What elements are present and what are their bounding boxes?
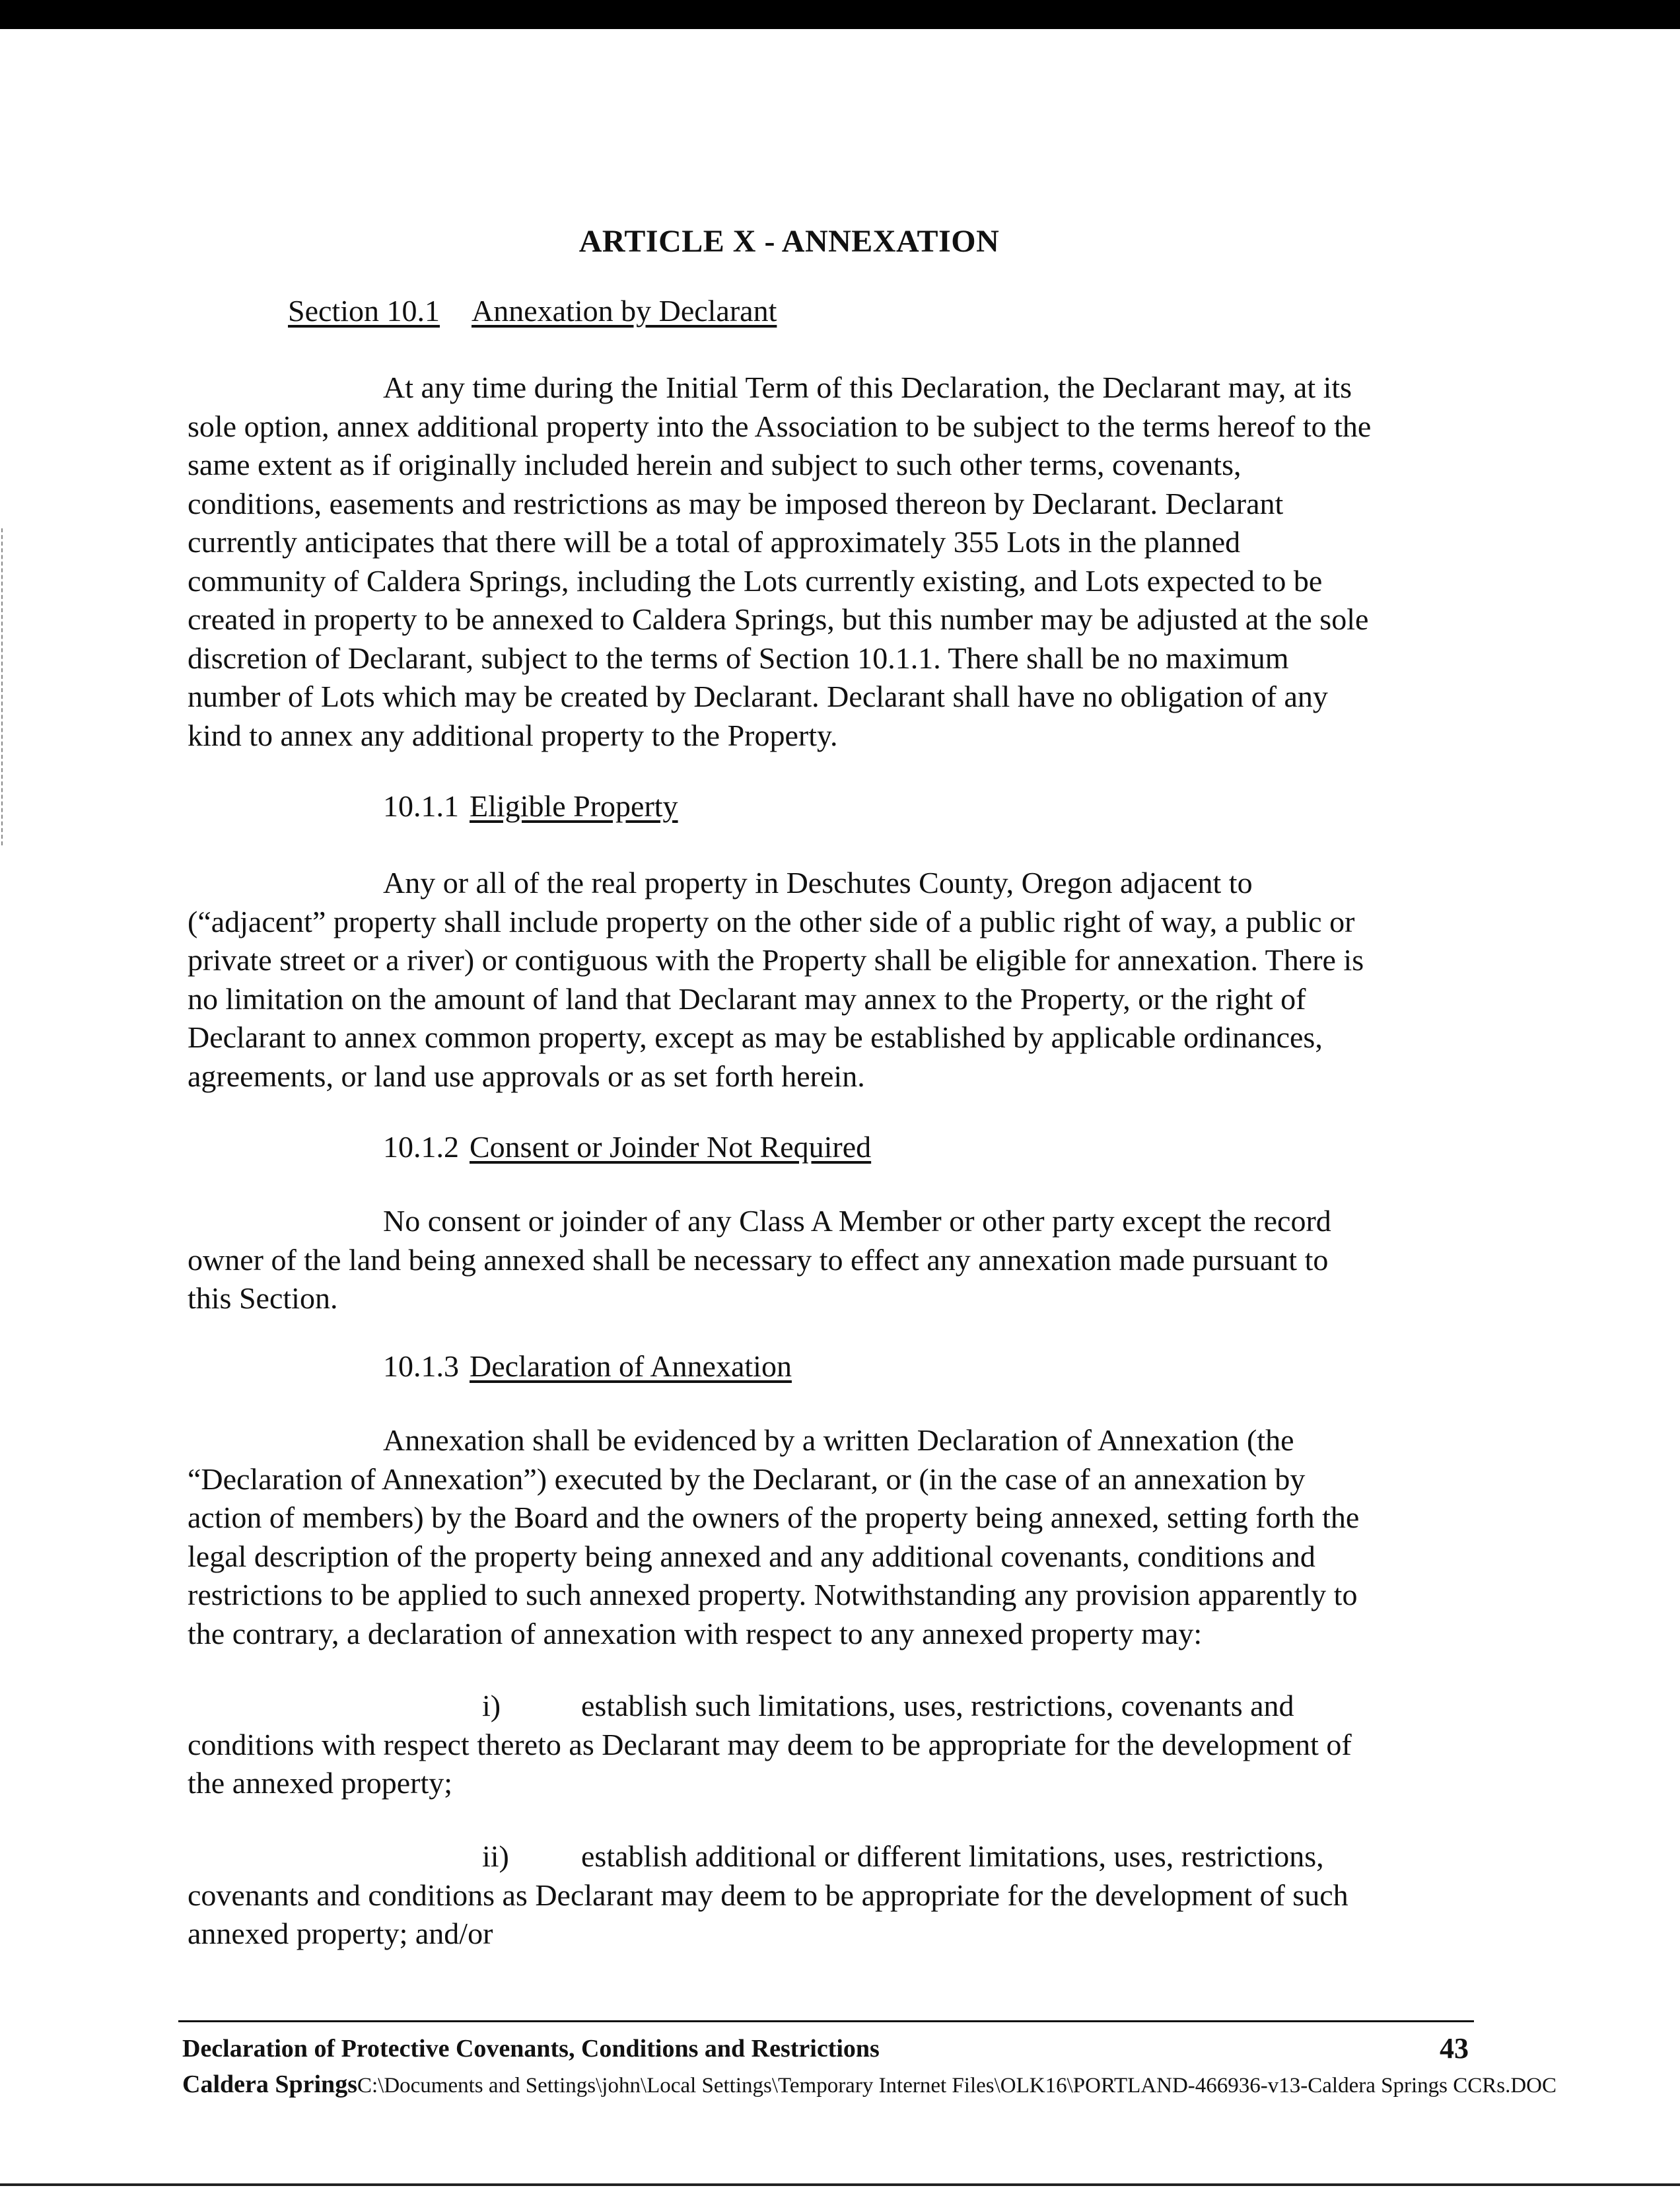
list-marker: ii) xyxy=(482,1839,509,1873)
text-line: sole option, annex additional property into the Association to be subject to the terms hereof to the xyxy=(188,409,1372,443)
section-10-1-heading xyxy=(288,293,777,328)
footer-document-title: Declaration of Protective Covenants, Conditions and Restrictions xyxy=(182,2035,880,2063)
text-line: “Declaration of Annexation”) executed by the Declarant, or (in the case of an annexation by xyxy=(188,1462,1306,1496)
page-number: 43 xyxy=(1440,2032,1469,2065)
text-line: At any time during the Initial Term of this Declaration, the Declarant may, at its xyxy=(383,371,1352,404)
text-line: no limitation on the amount of land that Declarant may annex to the Property, or the right of xyxy=(188,981,1306,1016)
section-number: 10.1.3 xyxy=(383,1349,459,1383)
text-line: (“adjacent” property shall include property on the other side of a public right of way, a public or xyxy=(188,904,1355,938)
section-title: Declaration of Annexation xyxy=(470,1349,792,1383)
section-number: 10.1.1 xyxy=(383,789,459,823)
list-item-ii xyxy=(188,1837,1482,1954)
text-line: this Section. xyxy=(188,1281,338,1315)
text-line: same extent as if originally included herein and subject to such other terms, covenants, xyxy=(188,448,1242,481)
text-line: annexed property; and/or xyxy=(188,1917,493,1950)
section-title: Eligible Property xyxy=(470,789,678,823)
text-line: conditions with respect thereto as Declarant may deem to be appropriate for the development of xyxy=(188,1727,1352,1761)
text-line: the contrary, a declaration of annexation with respect to any annexed property may: xyxy=(188,1616,1203,1650)
section-number: Section 10.1 xyxy=(288,294,440,328)
text-line: Declarant to annex common property, except as may be established by applicable ordinances, xyxy=(188,1020,1323,1054)
footer-title-row xyxy=(182,2034,1470,2063)
text-line: conditions, easements and restrictions as may be imposed thereon by Declarant. Declarant xyxy=(188,486,1284,520)
text-line: restrictions to be applied to such annexed property. Notwithstanding any provision apparently to xyxy=(188,1578,1358,1611)
text-line: No consent or joinder of any Class A Member or other party except the record xyxy=(383,1204,1331,1238)
text-line: number of Lots which may be created by Declarant. Declarant shall have no obligation of any xyxy=(188,680,1328,713)
text-line: the annexed property; xyxy=(188,1766,453,1800)
text-line: community of Caldera Springs, including the Lots currently existing, and Lots expected to be xyxy=(188,563,1323,598)
list-marker: i) xyxy=(482,1689,501,1722)
text-line: kind to annex any additional property to the Property. xyxy=(188,718,838,752)
text-line: owner of the land being annexed shall be necessary to effect any annexation made pursuant to xyxy=(188,1242,1329,1277)
section-10-1-2-paragraph xyxy=(188,1202,1482,1318)
text-line: Annexation shall be evidenced by a written Declaration of Annexation (the xyxy=(383,1423,1294,1457)
section-10-1-1-paragraph xyxy=(188,864,1482,1096)
section-10-1-3-heading xyxy=(383,1349,792,1384)
section-title: Consent or Joinder Not Required xyxy=(470,1130,872,1164)
text-line: establish such limitations, uses, restrictions, covenants and xyxy=(581,1689,1294,1722)
text-line: private street or a river) or contiguous with the Property shall be eligible for annexation. There is xyxy=(188,943,1364,977)
text-line: agreements, or land use approvals or as set forth herein. xyxy=(188,1059,865,1093)
scan-bottom-border xyxy=(0,2183,1680,2186)
text-line: action of members) by the Board and the owners of the property being annexed, setting forth the xyxy=(188,1501,1360,1534)
text-line: legal description of the property being annexed and any additional covenants, conditions and xyxy=(188,1539,1315,1573)
text-line: establish additional or different limitations, uses, restrictions, xyxy=(581,1839,1324,1873)
scan-top-border xyxy=(0,0,1680,29)
scan-left-edge-mark xyxy=(1,528,4,845)
section-10-1-3-paragraph xyxy=(188,1421,1482,1653)
section-10-1-2-heading xyxy=(383,1129,871,1164)
section-10-1-1-heading xyxy=(383,789,678,824)
text-line: currently anticipates that there will be a total of approximately 355 Lots in the planned xyxy=(188,525,1241,559)
section-number: 10.1.2 xyxy=(383,1130,459,1164)
text-line: covenants and conditions as Declarant may deem to be appropriate for the development of such xyxy=(188,1878,1348,1912)
text-line: created in property to be annexed to Caldera Springs, but this number may be adjusted at the sole xyxy=(188,602,1369,636)
text-line: Any or all of the real property in Deschutes County, Oregon adjacent to xyxy=(383,866,1253,900)
article-title: ARTICLE X - ANNEXATION xyxy=(578,224,1000,259)
list-item-i xyxy=(188,1687,1482,1803)
section-10-1-paragraph xyxy=(188,369,1482,755)
footer-divider xyxy=(178,2020,1474,2022)
section-title: Annexation by Declarant xyxy=(471,294,777,328)
footer-project-name: Caldera Springs xyxy=(182,2070,357,2098)
footer-file-path: C:\Documents and Settings\john\Local Settings\Temporary Internet Files\OLK16\PORTLAND-466936-v13-Caldera Springs CCRs.DOC xyxy=(357,2074,1557,2098)
text-line: discretion of Declarant, subject to the terms of Section 10.1.1. There shall be no maximum xyxy=(188,641,1289,675)
footer-file-row xyxy=(182,2070,1557,2099)
